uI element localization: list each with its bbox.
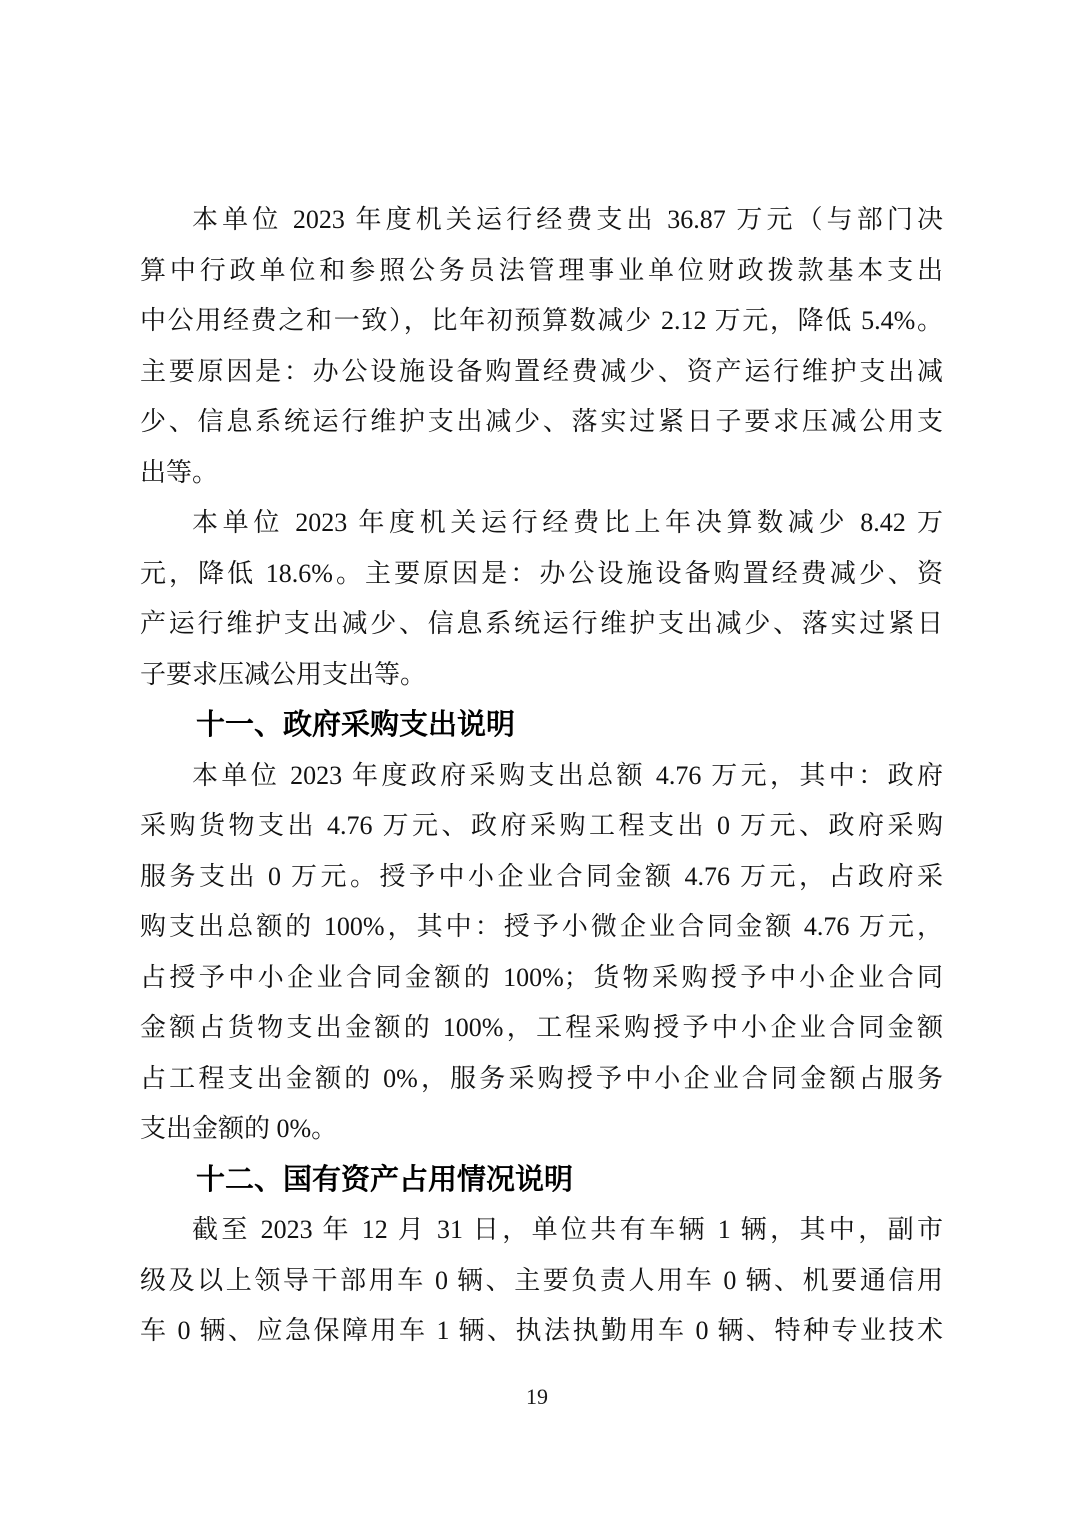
paragraph-line: 占授予中小企业合同金额的 100%；货物采购授予中小企业合同 <box>140 962 943 992</box>
paragraph-line: 产运行维护支出减少、信息系统运行维护支出减少、落实过紧日 <box>140 609 943 638</box>
paragraph-line: 服务支出 0 万元。授予中小企业合同金额 4.76 万元，占政府采 <box>140 861 943 891</box>
paragraph-line: 出等。 <box>140 457 219 487</box>
document-body <box>140 195 943 1357</box>
paragraph-line: 子要求压减公用支出等。 <box>140 659 427 689</box>
paragraph-line: 本单位 2023 年度机关运行经费支出 36.87 万元（与部门决 <box>192 205 943 234</box>
page-number: 19 <box>526 1384 548 1409</box>
paragraph-line: 占工程支出金额的 0%，服务采购授予中小企业合同金额占服务 <box>140 1063 943 1093</box>
paragraph-line: 中公用经费之和一致），比年初预算数减少 2.12 万元，降低 5.4%。 <box>140 306 943 335</box>
paragraph-line: 支出金额的 0%。 <box>140 1114 338 1143</box>
section-heading-12: 十二、国有资产占用情况说明 <box>196 1163 574 1196</box>
paragraph-line: 购支出总额的 100%，其中：授予小微企业合同金额 4.76 万元， <box>140 912 943 941</box>
paragraph-line: 元，降低 18.6%。主要原因是：办公设施设备购置经费减少、资 <box>140 558 943 588</box>
paragraph-line: 级及以上领导干部用车 0 辆、主要负责人用车 0 辆、机要通信用 <box>140 1265 943 1295</box>
paragraph-line: 车 0 辆、应急保障用车 1 辆、执法执勤用车 0 辆、特种专业技术 <box>140 1316 943 1345</box>
paragraph-line: 少、信息系统运行维护支出减少、落实过紧日子要求压减公用支 <box>140 407 943 436</box>
paragraph-line: 本单位 2023 年度政府采购支出总额 4.76 万元，其中：政府 <box>192 760 943 790</box>
paragraph-line: 主要原因是：办公设施设备购置经费减少、资产运行维护支出减 <box>140 356 943 386</box>
paragraph-line: 金额占货物支出金额的 100%，工程采购授予中小企业合同金额 <box>140 1013 943 1042</box>
paragraph-line: 采购货物支出 4.76 万元、政府采购工程支出 0 万元、政府采购 <box>140 811 943 840</box>
paragraph-line: 截至 2023 年 12 月 31 日，单位共有车辆 1 辆，其中，副市 <box>192 1215 943 1244</box>
paragraph-line: 算中行政单位和参照公务员法管理事业单位财政拨款基本支出 <box>140 255 943 285</box>
paragraph-line: 本单位 2023 年度机关运行经费比上年决算数减少 8.42 万 <box>192 508 943 537</box>
section-heading-11: 十一、政府采购支出说明 <box>196 709 516 741</box>
